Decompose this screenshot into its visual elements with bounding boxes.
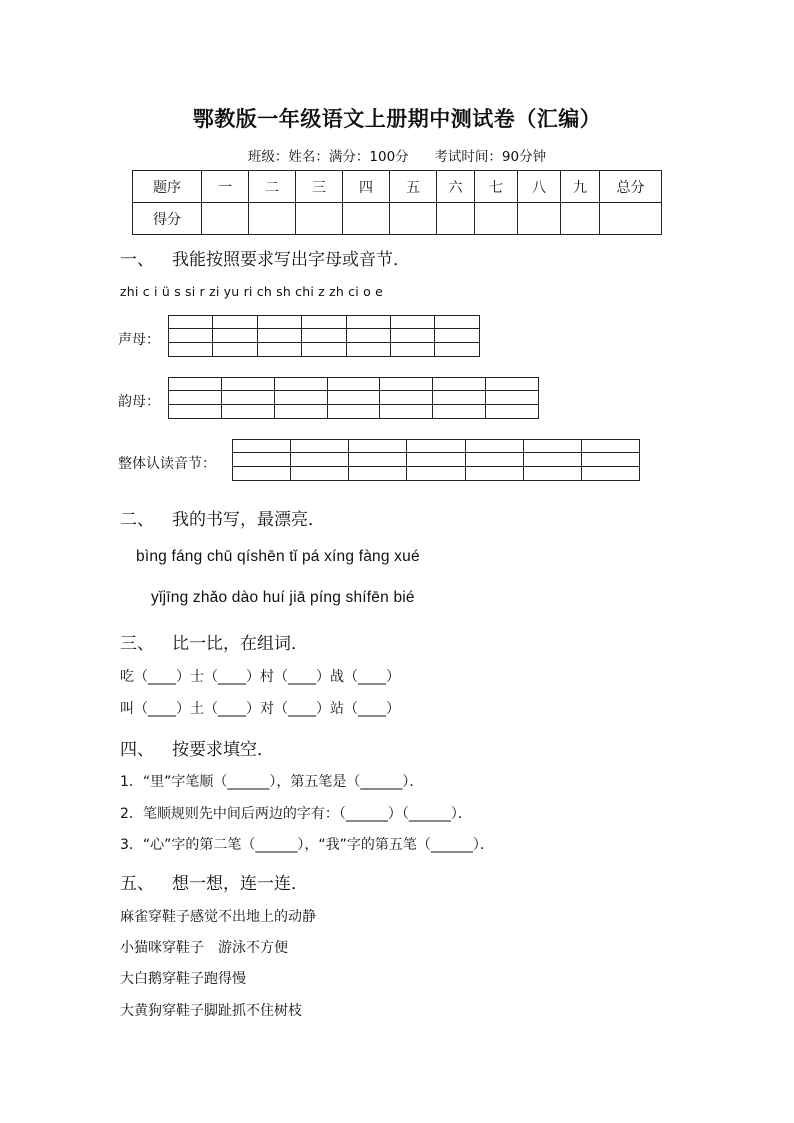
score-header-cell: 一 (202, 171, 249, 203)
score-cell[interactable] (249, 203, 296, 235)
score-cell[interactable] (437, 203, 475, 235)
section5-heading (120, 869, 308, 894)
section1-title: 我能按照要求写出字母或音节． (172, 250, 410, 270)
zhengti-label: 整体认读音节： (118, 456, 216, 472)
section4-heading (120, 735, 274, 760)
yunmu-writing-grid[interactable] (168, 377, 539, 419)
question-3: 3．“心”字的第二笔（______），“我”字的第五笔（______）． (120, 837, 494, 853)
yunmu-label: 韵母： (118, 394, 160, 410)
score-header-cell: 四 (343, 171, 390, 203)
score-header-cell: 七 (475, 171, 518, 203)
match-line: 麻雀穿鞋子感觉不出地上的动静 (120, 909, 316, 925)
score-cell[interactable] (475, 203, 518, 235)
pinyin-row-2: yǐjīng zhǎo dào huí jiā píng shífēn bié (151, 589, 415, 606)
zhengti-writing-grid[interactable] (232, 439, 640, 481)
exam-time-info: 考试时间：90分钟 (434, 149, 547, 165)
score-cell[interactable] (343, 203, 390, 235)
section4-number: 四、 (120, 740, 154, 760)
section2-title: 我的书写，最漂亮． (172, 510, 325, 530)
shengmu-label: 声母： (118, 332, 160, 348)
shengmu-writing-grid[interactable] (168, 315, 480, 357)
score-header-cell: 题序 (133, 171, 202, 203)
section4-title: 按要求填空． (172, 740, 274, 760)
score-row-label: 得分 (133, 203, 202, 235)
section1-heading (120, 245, 410, 270)
section3-heading (120, 629, 308, 654)
section5-title: 想一想，连一连． (172, 874, 308, 894)
score-header-cell: 六 (437, 171, 475, 203)
page-title: 鄂教版一年级语文上册期中测试卷（汇编） (192, 106, 602, 131)
section1-number: 一、 (120, 250, 154, 270)
section2-number: 二、 (120, 510, 154, 530)
score-header-cell: 总分 (600, 171, 662, 203)
score-table-score-row (133, 203, 662, 235)
pinyin-row-1: bìng fáng chū qíshēn tǐ pá xíng fàng xué (136, 548, 420, 565)
exam-info (0, 145, 794, 165)
score-cell[interactable] (390, 203, 437, 235)
score-header-cell: 五 (390, 171, 437, 203)
question-1: 1．“里”字笔顺（______），第五笔是（______）． (120, 774, 424, 790)
score-header-cell: 二 (249, 171, 296, 203)
section3-title: 比一比，在组词． (172, 634, 308, 654)
compare-row-1: 吃（____）士（____）村（____）战（____） (120, 669, 400, 685)
score-header-cell: 三 (296, 171, 343, 203)
compare-row-2: 叫（____）土（____）对（____）站（____） (120, 701, 400, 717)
score-header-cell: 八 (518, 171, 561, 203)
score-cell[interactable] (600, 203, 662, 235)
section2-heading (120, 505, 325, 530)
score-table (132, 170, 662, 235)
section3-number: 三、 (120, 634, 154, 654)
score-table-header-row (133, 171, 662, 203)
match-line: 小猫咪穿鞋子 游泳不方便 (120, 940, 288, 956)
score-cell[interactable] (296, 203, 343, 235)
score-cell[interactable] (202, 203, 249, 235)
score-header-cell: 九 (561, 171, 600, 203)
match-line: 大白鹅穿鞋子跑得慢 (120, 971, 246, 987)
score-cell[interactable] (518, 203, 561, 235)
class-name-score-info: 班级：姓名：满分：100分 (247, 149, 409, 165)
section5-number: 五、 (120, 874, 154, 894)
question-2: 2．笔顺规则先中间后两边的字有：（______）（______）． (120, 806, 472, 822)
match-line: 大黄狗穿鞋子脚趾抓不住树枝 (120, 1003, 302, 1019)
score-cell[interactable] (561, 203, 600, 235)
pinyin-list: zhi c i ü s si r zi yu ri ch sh chi z zh ci o e (120, 284, 384, 299)
